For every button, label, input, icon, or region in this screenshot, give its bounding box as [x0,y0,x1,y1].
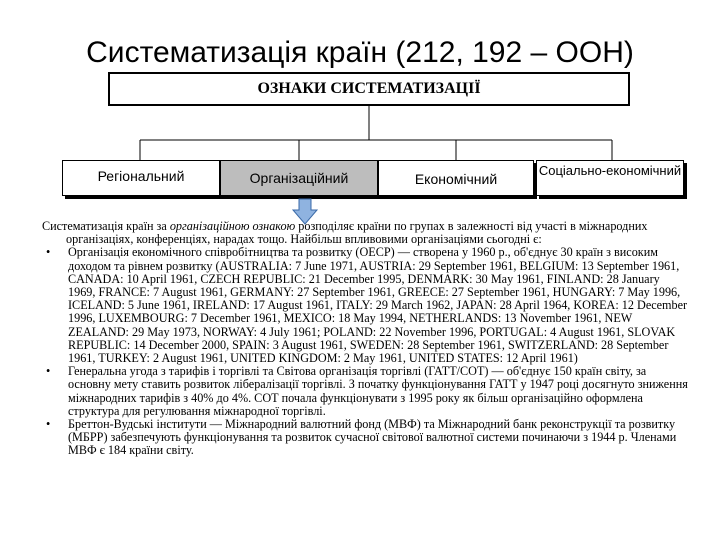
intro-text-rest: розподіляє країни по групах в залежності від участі в міжнародних організаціях, конференціях, нарадах тощо. Найбільш впливовими організаціями сьогодні є: [66,219,648,247]
list-item-text: Генеральна угода з тарифів і торгівлі та Світова організація торгівлі (ГАТТ/СОТ) — об'єднує 150 країн світу, за основну мету ставить розвиток лібералізації торгівлі. З початку функціонування ГАТТ у 1947 році досягнуто зниження міжнародних тарифів з 40% до 4%. СОТ почала функціонувати з 1995 року як більш організаційно оформлена структура для регулювання міжнародної торгівлі. [68,364,688,418]
category-economic: Економічний [378,160,534,196]
content-body [42,220,690,458]
list-item-text: Організація економічного співробітництва та розвитку (ОЕСР) — створена у 1960 р., об'єднує 30 країн з високим доходом та рівнем розвитку (AUSTRALIA: 7 June 1971, AUSTRIA: 29 September 1961, BELGIUM: 13 September 1961, CANADA: 10 April 1961, CZECH REPUBLIC: 21 December 1995, DENMARK: 30 May 1961, FINLAND: 28 January 1969, FRANCE: 7 August 1961, GERMANY: 27 September 1961, GREECE: 27 September 1961, HUNGARY: 7 May 1996, ICELAND: 5 June 1961, IRELAND: 17 August 1961, ITALY: 29 March 1962, JAPAN: 28 April 1964, KOREA: 12 December 1996, LUXEMBOURG: 7 December 1961, MEXICO: 18 May 1994, NETHERLANDS: 13 November 1961, NEW ZEALAND: 29 May 1973, NORWAY: 4 July 1961; POLAND: 22 November 1996, PORTUGAL: 4 August 1961, SLOVAK REPUBLIC: 14 December 2000, SPAIN: 3 August 1961, SWEDEN: 28 September 1961, SWITZERLAND: 28 September 1961, TURKEY: 2 August 1961, UNITED KINGDOM: 2 May 1961, UNITED STATES: 12 April 1961) [68,245,688,366]
tree-connectors [0,0,720,170]
category-organizational: Організаційний [220,160,378,196]
intro-text: Систематизація країн за [42,219,170,233]
bullet-icon: • [46,245,51,260]
slide-title: Систематизація країн (212, 192 – ООН) [86,36,634,69]
list-item-gatt-wto [42,365,690,418]
list-item-oecd [42,246,690,365]
bullet-icon: • [46,364,51,379]
bullet-icon: • [46,417,51,432]
intro-emphasis: організаційною ознакою [169,219,296,233]
list-item-text: Бреттон-Вудські інститути — Міжнародний валютний фонд (МВФ) та Міжнародний банк реконструкції та розвитку (МБРР) забезпечують функціонування та розвиток сучасної світової валютної системи починаючи з 1944 р. Членами МВФ є 184 країни світу. [68,417,677,458]
category-regional: Регіональний [62,160,220,196]
organizations-list [42,246,690,457]
intro-paragraph [42,220,690,246]
category-socioeconomic: Соціально-економічний [536,160,684,196]
features-header-box: ОЗНАКИ СИСТЕМАТИЗАЦІЇ [108,72,630,106]
list-item-bretton-woods [42,418,690,458]
